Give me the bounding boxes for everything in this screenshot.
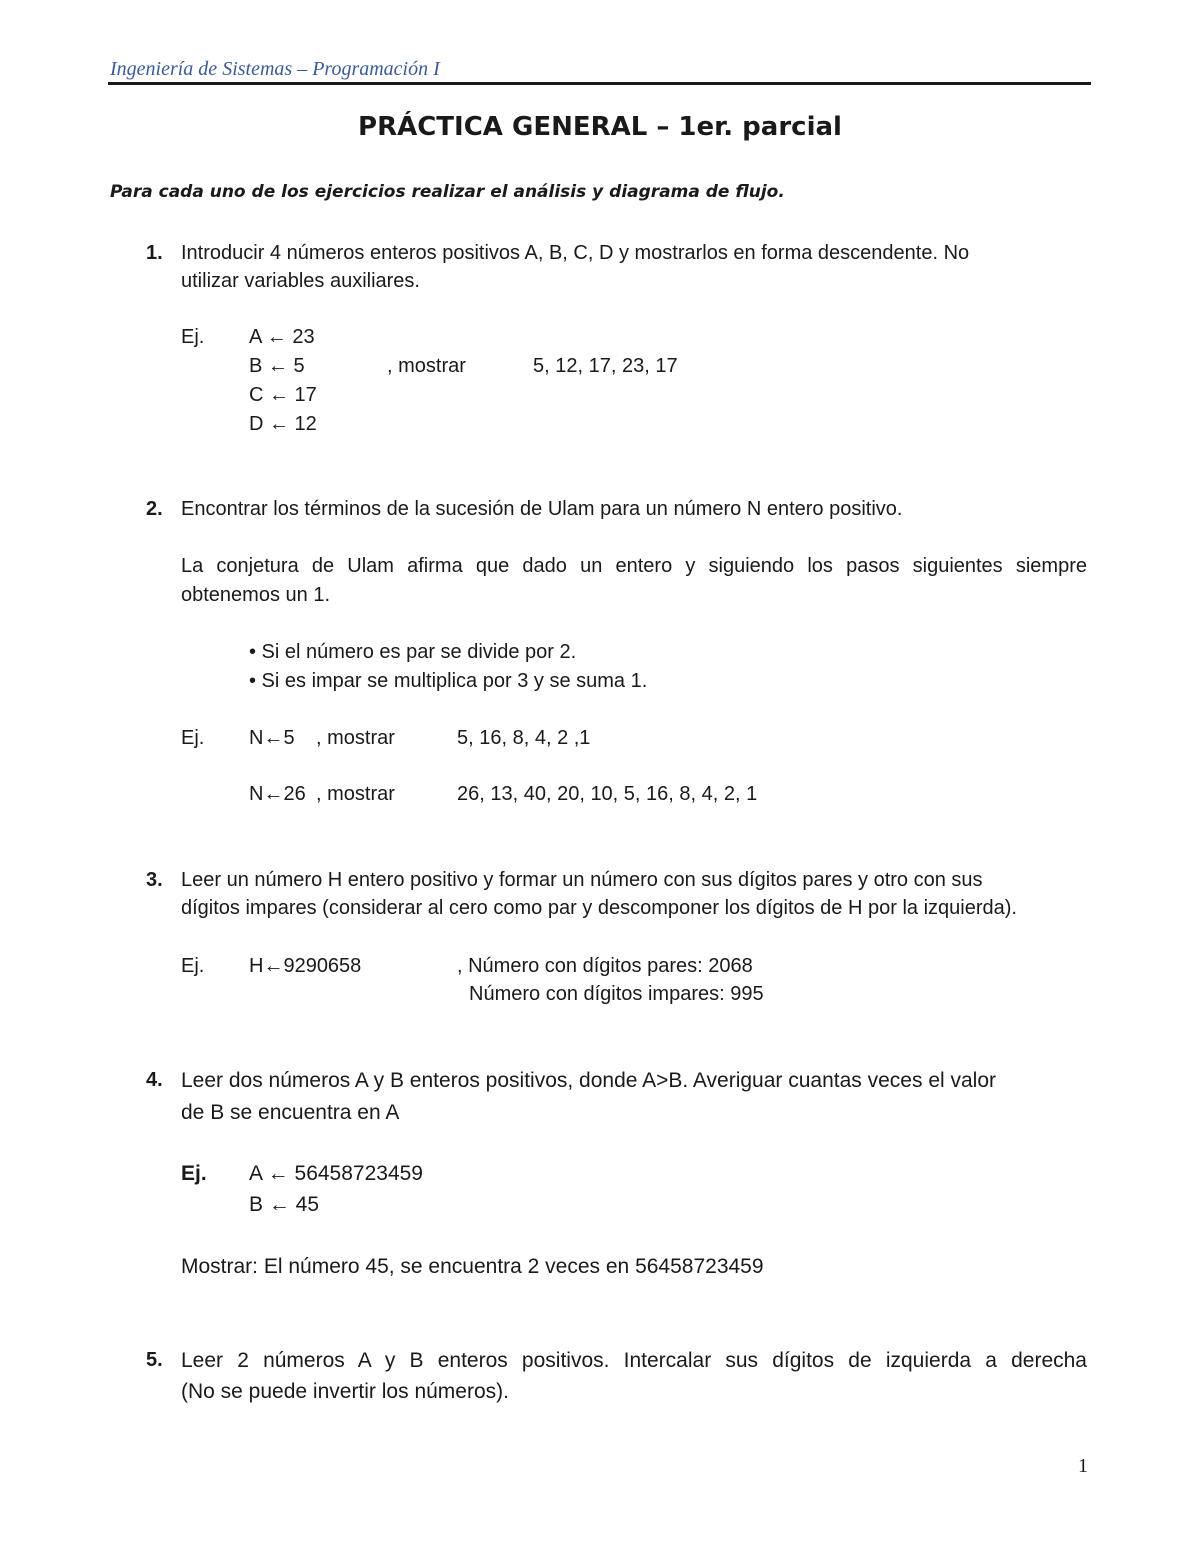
exercise-3-input: H←9290658 <box>249 955 362 977</box>
exercise-4-example-b: B ← 45 <box>249 1193 320 1216</box>
exercise-2-paragraph-line-1: La conjetura de Ulam afirma que dado un entero y siguiendo los pasos siguientes siempre <box>181 555 1087 577</box>
exercise-1-line-1: Introducir 4 números enteros positivos A, B, C, D y mostrarlos en forma descendente. No <box>181 242 970 264</box>
exercise-4-show: Mostrar: El número 45, se encuentra 2 veces en 56458723459 <box>181 1255 764 1278</box>
exercise-2-input-1: N←5 <box>249 727 295 749</box>
exercise-1-example-d: D ← 12 <box>249 413 317 435</box>
exercise-2-line-1: Encontrar los términos de la sucesión de Ulam para un número N entero positivo. <box>181 498 903 520</box>
header-rule <box>108 82 1091 85</box>
exercise-1-line-2: utilizar variables auxiliares. <box>181 270 420 292</box>
exercise-2-number: 2. <box>146 498 163 520</box>
exercise-1-show-label: , mostrar <box>387 355 466 377</box>
exercise-1-result: 5, 12, 17, 23, 17 <box>533 355 678 377</box>
exercise-4-line-2: de B se encuentra en A <box>181 1101 400 1124</box>
exercise-3-result-odd: Número con dígitos impares: 995 <box>469 983 764 1005</box>
exercise-1-example-a: A ← 23 <box>249 326 315 348</box>
exercise-2-example-label: Ej. <box>181 727 205 749</box>
exercise-3-line-1: Leer un número H entero positivo y formar un número con sus dígitos pares y otro con sus <box>181 869 983 891</box>
exercise-3-line-2: dígitos impares (considerar al cero como par y descomponer los dígitos de H por la izquierda). <box>181 897 1017 919</box>
exercise-2-show-2: , mostrar <box>316 783 395 805</box>
exercise-5-number: 5. <box>146 1349 163 1371</box>
exercise-5-line-1: Leer 2 números A y B enteros positivos. Intercalar sus dígitos de izquierda a derecha <box>181 1349 1087 1372</box>
exercise-3-example-label: Ej. <box>181 955 205 977</box>
page-number: 1 <box>1078 1455 1088 1477</box>
instruction: Para cada uno de los ejercicios realizar el análisis y diagrama de flujo. <box>110 182 785 202</box>
exercise-1-example-label: Ej. <box>181 326 205 348</box>
exercise-4-example-a: A ← 56458723459 <box>249 1162 423 1185</box>
exercise-2-bullet-1: • Si el número es par se divide por 2. <box>249 641 577 663</box>
exercise-1-number: 1. <box>146 242 163 264</box>
page-title: PRÁCTICA GENERAL – 1er. parcial <box>358 112 842 142</box>
exercise-2-show-1: , mostrar <box>316 727 395 749</box>
exercise-2-input-2: N←26 <box>249 783 306 805</box>
exercise-2-result-2: 26, 13, 40, 20, 10, 5, 16, 8, 4, 2, 1 <box>457 783 758 805</box>
exercise-4-line-1: Leer dos números A y B enteros positivos, donde A>B. Averiguar cuantas veces el valor <box>181 1069 997 1092</box>
exercise-4-example-label: Ej. <box>181 1162 207 1185</box>
exercise-1-example-c: C ← 17 <box>249 384 317 406</box>
exercise-5-line-2: (No se puede invertir los números). <box>181 1380 509 1403</box>
exercise-2-bullet-2: • Si es impar se multiplica por 3 y se suma 1. <box>249 670 648 692</box>
exercise-3-number: 3. <box>146 869 163 891</box>
exercise-2-paragraph-line-2: obtenemos un 1. <box>181 584 330 606</box>
exercise-4-number: 4. <box>146 1069 163 1091</box>
exercise-1-example-b: B ← 5 <box>249 355 305 377</box>
exercise-2-result-1: 5, 16, 8, 4, 2 ,1 <box>457 727 591 749</box>
exercise-3-result-even: , Número con dígitos pares: 2068 <box>457 955 753 977</box>
course-header: Ingeniería de Sistemas – Programación I <box>110 58 440 80</box>
